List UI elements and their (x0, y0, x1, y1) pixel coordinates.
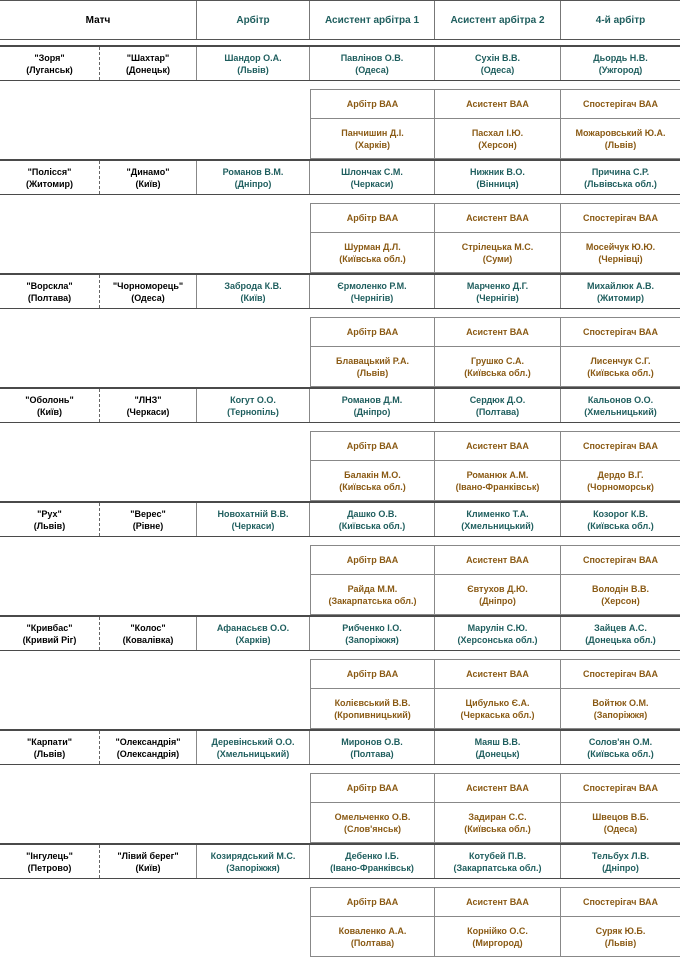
fourth-cell (561, 389, 680, 422)
var-label: Арбітр ВАА (310, 546, 435, 574)
home-team (0, 389, 100, 422)
assistant1-cell (310, 617, 435, 650)
assistant1-name: Романов Д.М. (341, 394, 403, 405)
var-cell (310, 119, 435, 158)
away-team-city: (Ковалівка) (122, 634, 174, 645)
var-city: (Київська обл.) (339, 481, 406, 492)
fourth-cell (561, 47, 680, 80)
home-team (0, 161, 100, 194)
observer-name: Мосейчук Ю.Ю. (585, 241, 656, 252)
away-team (100, 845, 197, 878)
away-team-city: (Олександрія) (116, 748, 180, 759)
header-assistant1: Асистент арбітра 1 (310, 1, 435, 39)
home-team-city: (Житомир) (25, 178, 74, 189)
var-label: Арбітр ВАА (310, 888, 435, 916)
home-team (0, 731, 100, 764)
home-team-city: (Петрово) (27, 862, 72, 873)
home-team-name: "Полісся" (27, 166, 72, 177)
var-label-row (310, 203, 680, 233)
referee-city: (Хмельницький) (216, 748, 290, 759)
fourth-cell (561, 731, 680, 764)
away-team (100, 47, 197, 80)
var-cell (310, 233, 435, 272)
var-label-row (310, 887, 680, 917)
assistant1-cell (310, 389, 435, 422)
home-team (0, 47, 100, 80)
avar-label: Асистент ВАА (435, 546, 561, 574)
observer-name: Дердо В.Г. (597, 469, 644, 480)
fourth-name: Кальонов О.О. (587, 394, 654, 405)
var-name: Блавацький Р.А. (336, 355, 409, 366)
observer-label: Спостерігач ВАА (582, 897, 659, 907)
observer-cell (561, 119, 680, 158)
avar-name: Пасхал І.Ю. (471, 127, 524, 138)
avar-city: (Миргород) (472, 937, 523, 948)
away-team (100, 389, 197, 422)
avar-name: Корнійко О.С. (467, 925, 528, 936)
assistant1-name: Рибченко І.О. (342, 622, 402, 633)
var-cell (310, 803, 435, 842)
avar-city: (Київська обл.) (464, 367, 531, 378)
var-name-row (310, 119, 680, 158)
match-block (0, 387, 680, 501)
match-row (0, 47, 680, 81)
avar-label: Асистент ВАА (435, 204, 561, 232)
away-team (100, 731, 197, 764)
fourth-city: (Київська обл.) (587, 748, 654, 759)
fourth-city: (Житомир) (596, 292, 645, 303)
assistant1-city: (Київська обл.) (338, 520, 406, 531)
observer-label: Спостерігач ВАА (582, 669, 659, 679)
away-team (100, 503, 197, 536)
assistant1-city: (Дніпро) (353, 406, 391, 417)
match-block (0, 273, 680, 387)
var-label: Арбітр ВАА (310, 432, 435, 460)
match-row (0, 731, 680, 765)
var-name-row (310, 689, 680, 728)
fourth-cell (561, 161, 680, 194)
away-team-city: (Рівне) (132, 520, 164, 531)
observer-label: Спостерігач ВАА (582, 99, 659, 109)
assistant2-name: Нижник В.О. (470, 166, 525, 177)
avar-name: Грушко С.А. (470, 355, 525, 366)
assistant2-cell (435, 617, 561, 650)
assistant1-name: Дебенко І.Б. (345, 850, 399, 861)
fourth-city: (Київська обл.) (587, 520, 654, 531)
assistant1-name: Миронов О.В. (341, 736, 403, 747)
away-team-name: "ЛНЗ" (134, 394, 162, 405)
assistant2-city: (Хмельницький) (461, 520, 534, 531)
observer-name: Швецов В.Б. (592, 811, 649, 822)
avar-cell (435, 233, 561, 272)
avar-cell (435, 689, 561, 728)
away-team-city: (Черкаси) (126, 406, 170, 417)
avar-city: (Суми) (482, 253, 513, 264)
referee-city: (Черкаси) (231, 520, 275, 531)
assistant2-name: Маяш В.В. (474, 736, 521, 747)
home-team-name: "Рух" (37, 508, 62, 519)
home-team-name: "Кривбас" (26, 622, 73, 633)
away-team-city: (Київ) (135, 862, 161, 873)
var-label-row (310, 431, 680, 461)
var-name-row (310, 917, 680, 956)
referee-cell (197, 503, 310, 536)
var-name-row (310, 347, 680, 386)
away-team-name: "Динамо" (126, 166, 170, 177)
observer-city: (Чернівці) (598, 253, 643, 264)
observer-cell (561, 461, 680, 500)
away-team-city: (Донецьк) (125, 64, 171, 75)
away-team (100, 617, 197, 650)
away-team-city: (Одеса) (131, 292, 165, 303)
var-cell (310, 347, 435, 386)
assistant2-cell (435, 161, 561, 194)
avar-city: (Черкаська обл.) (460, 709, 535, 720)
assistant2-name: Клименко Т.А. (466, 508, 529, 519)
var-name: Панчишин Д.І. (341, 127, 404, 138)
assistant1-cell (310, 47, 435, 80)
referee-city: (Дніпро) (234, 178, 272, 189)
referee-name: Романов В.М. (222, 166, 284, 177)
var-label: Арбітр ВАА (310, 204, 435, 232)
assistant1-city: (Полтава) (350, 748, 394, 759)
fourth-name: Тельбух Л.В. (591, 850, 650, 861)
assistant1-city: (Чернігів) (350, 292, 394, 303)
var-city: (Київська обл.) (339, 253, 406, 264)
away-team-name: "Олександрія" (115, 736, 181, 747)
fourth-cell (561, 845, 680, 878)
observer-city: (Чорноморськ) (587, 481, 654, 492)
home-team-city: (Кривий Ріг) (22, 634, 77, 645)
header-referee: Арбітр (197, 1, 310, 39)
fourth-name: Причина С.Р. (591, 166, 650, 177)
observer-name: Суряк Ю.Б. (595, 925, 646, 936)
fourth-city: (Дніпро) (602, 862, 639, 873)
assistant1-cell (310, 731, 435, 764)
observer-label: Спостерігач ВАА (582, 783, 659, 793)
referee-cell (197, 731, 310, 764)
observer-label: Спостерігач ВАА (582, 213, 659, 223)
away-team-city: (Київ) (135, 178, 161, 189)
assistant1-city: (Черкаси) (350, 178, 394, 189)
observer-city: (Львів) (604, 937, 637, 948)
observer-cell (561, 689, 680, 728)
avar-city: (Івано-Франківськ) (455, 481, 540, 492)
referee-cell (197, 389, 310, 422)
block-bottom-line (310, 956, 680, 957)
match-row (0, 389, 680, 423)
var-name-row (310, 233, 680, 272)
assistant2-cell (435, 275, 561, 308)
fourth-name: Дьордь Н.В. (593, 52, 648, 63)
home-team (0, 503, 100, 536)
fourth-city: (Хмельницький) (584, 406, 657, 417)
var-city: (Полтава) (350, 937, 395, 948)
var-label-row (310, 545, 680, 575)
fourth-cell (561, 617, 680, 650)
observer-city: (Львів) (604, 139, 637, 150)
var-name-row (310, 803, 680, 842)
avar-name: Цибулько Є.А. (465, 697, 530, 708)
assistant2-cell (435, 503, 561, 536)
avar-cell (435, 347, 561, 386)
match-block (0, 501, 680, 615)
assistant1-name: Павлінов О.В. (340, 52, 404, 63)
match-row (0, 845, 680, 879)
assistant1-name: Єрмоленко Р.М. (337, 280, 407, 291)
observer-city: (Херсон) (601, 595, 640, 606)
away-team (100, 161, 197, 194)
avar-label: Асистент ВАА (435, 888, 561, 916)
home-team-city: (Київ) (36, 406, 63, 417)
observer-cell (561, 233, 680, 272)
observer-cell (561, 575, 680, 614)
referee-cell (197, 617, 310, 650)
assistant2-city: (Полтава) (475, 406, 520, 417)
match-block (0, 729, 680, 843)
match-row (0, 275, 680, 309)
var-name: Шурман Д.Л. (344, 241, 401, 252)
home-team (0, 845, 100, 878)
var-city: (Львів) (356, 367, 389, 378)
var-label-row (310, 89, 680, 119)
var-label-row (310, 773, 680, 803)
fourth-city: (Донецька обл.) (585, 634, 656, 645)
home-team-name: "Інгулець" (26, 850, 73, 861)
avar-cell (435, 803, 561, 842)
away-team-name: "Верес" (130, 508, 166, 519)
var-label: Арбітр ВАА (310, 660, 435, 688)
referee-city: (Тернопіль) (227, 406, 279, 417)
home-team (0, 617, 100, 650)
var-label-row (310, 659, 680, 689)
assistant2-city: (Херсонська обл.) (457, 634, 538, 645)
fourth-name: Солов'ян О.М. (588, 736, 653, 747)
observer-cell (561, 347, 680, 386)
fourth-cell (561, 275, 680, 308)
observer-name: Войтюк О.М. (592, 697, 649, 708)
assistant2-cell (435, 731, 561, 764)
away-team-name: "Чорноморець" (112, 280, 184, 291)
assistant1-cell (310, 275, 435, 308)
referee-cell (197, 845, 310, 878)
avar-name: Романюк А.М. (466, 469, 529, 480)
var-cell (310, 461, 435, 500)
avar-name: Євтухов Д.Ю. (467, 583, 528, 594)
var-name: Колієвський В.В. (334, 697, 411, 708)
observer-cell (561, 917, 680, 956)
avar-cell (435, 119, 561, 158)
match-block (0, 615, 680, 729)
avar-cell (435, 917, 561, 956)
assistant1-cell (310, 161, 435, 194)
avar-label: Асистент ВАА (435, 660, 561, 688)
assistant1-city: (Івано-Франківськ) (330, 862, 414, 873)
assistant2-cell (435, 845, 561, 878)
observer-cell (561, 803, 680, 842)
home-team-city: (Львів) (33, 748, 66, 759)
avar-name: Стрілецька М.С. (461, 241, 534, 252)
referee-name: Козирядський М.С. (210, 850, 296, 861)
header-match: Матч (0, 1, 197, 39)
assistant1-city: (Запоріжжя) (345, 634, 399, 645)
assistant2-name: Котубей П.В. (469, 850, 526, 861)
var-name: Балакін М.О. (344, 469, 401, 480)
fourth-cell (561, 503, 680, 536)
away-team-name: "Лівий берег" (117, 850, 179, 861)
referee-city: (Київ) (240, 292, 266, 303)
assistant2-name: Марулін С.Ю. (467, 622, 528, 633)
assistant2-city: (Донецьк) (475, 748, 520, 759)
referee-name: Деревінський О.О. (211, 736, 295, 747)
referee-name: Афанасьєв О.О. (216, 622, 290, 633)
match-block (0, 843, 680, 957)
avar-cell (435, 461, 561, 500)
fourth-name: Зайцев А.С. (594, 622, 647, 633)
avar-label: Асистент ВАА (435, 90, 561, 118)
observer-name: Володін В.В. (592, 583, 649, 594)
var-label-row (310, 317, 680, 347)
home-team-name: "Карпати" (26, 736, 73, 747)
avar-city: (Херсон) (478, 139, 517, 150)
observer-label: Спостерігач ВАА (582, 555, 659, 565)
home-team-city: (Луганськ) (26, 64, 73, 75)
var-cell (310, 575, 435, 614)
assistant1-name: Дашко О.В. (347, 508, 397, 519)
referee-city: (Львів) (237, 64, 269, 75)
away-team-name: "Шахтар" (126, 52, 170, 63)
var-cell (310, 689, 435, 728)
header-assistant2: Асистент арбітра 2 (435, 1, 561, 39)
table-header (0, 0, 680, 40)
var-name: Омельченко О.В. (334, 811, 411, 822)
avar-cell (435, 575, 561, 614)
home-team-name: "Ворскла" (26, 280, 73, 291)
assistant2-cell (435, 47, 561, 80)
assistant2-cell (435, 389, 561, 422)
referee-city: (Харків) (235, 634, 271, 645)
avar-label: Асистент ВАА (435, 432, 561, 460)
away-team (100, 275, 197, 308)
home-team-city: (Львів) (33, 520, 66, 531)
fourth-name: Михайлюк А.В. (587, 280, 654, 291)
referee-name: Шандор О.А. (224, 52, 282, 63)
match-row (0, 161, 680, 195)
assistant2-city: (Одеса) (480, 64, 515, 75)
observer-name: Можаровський Ю.А. (575, 127, 666, 138)
referee-name: Когут О.О. (230, 394, 276, 405)
var-label: Арбітр ВАА (310, 774, 435, 802)
referee-cell (197, 47, 310, 80)
assistant2-city: (Чернігів) (476, 292, 519, 303)
fourth-name: Козорог К.В. (593, 508, 648, 519)
var-city: (Закарпатська обл.) (328, 595, 417, 606)
var-city: (Кропивницький) (334, 709, 411, 720)
var-name: Райда М.М. (347, 583, 398, 594)
var-city: (Харків) (354, 139, 391, 150)
referee-name: Новохатній В.В. (217, 508, 289, 519)
observer-city: (Київська обл.) (587, 367, 654, 378)
home-team-city: (Полтава) (27, 292, 72, 303)
match-row (0, 617, 680, 651)
avar-label: Асистент ВАА (435, 774, 561, 802)
avar-label: Асистент ВАА (435, 318, 561, 346)
var-name: Коваленко А.А. (338, 925, 407, 936)
away-team-name: "Колос" (130, 622, 166, 633)
assistant1-name: Шлончак С.М. (341, 166, 403, 177)
assistant1-city: (Одеса) (355, 64, 389, 75)
var-name-row (310, 461, 680, 500)
observer-city: (Одеса) (603, 823, 638, 834)
assistant2-city: (Закарпатська обл.) (453, 862, 542, 873)
avar-city: (Київська обл.) (464, 823, 531, 834)
assistant2-name: Сердюк Д.О. (469, 394, 526, 405)
avar-name: Задиран С.С. (468, 811, 527, 822)
avar-city: (Дніпро) (479, 595, 516, 606)
observer-city: (Запоріжжя) (593, 709, 648, 720)
assistant2-city: (Вінниця) (476, 178, 519, 189)
var-city: (Слов'янськ) (344, 823, 401, 834)
var-label: Арбітр ВАА (310, 90, 435, 118)
match-block (0, 159, 680, 273)
referee-city: (Запоріжжя) (226, 862, 280, 873)
home-team-name: "Зоря" (34, 52, 65, 63)
header-fourth: 4-й арбітр (595, 14, 646, 26)
referee-name: Заброда К.В. (224, 280, 282, 291)
assistant2-name: Марченко Д.Г. (466, 280, 529, 291)
assistant1-cell (310, 503, 435, 536)
home-team-name: "Оболонь" (25, 394, 74, 405)
match-row (0, 503, 680, 537)
assistant2-name: Сухін В.В. (474, 52, 521, 63)
fourth-city: (Ужгород) (598, 64, 643, 75)
assistant1-cell (310, 845, 435, 878)
fourth-city: (Львівська обл.) (584, 178, 657, 189)
observer-label: Спостерігач ВАА (582, 327, 659, 337)
observer-label: Спостерігач ВАА (582, 441, 659, 451)
var-cell (310, 917, 435, 956)
var-name-row (310, 575, 680, 614)
match-block (0, 45, 680, 159)
observer-name: Лисенчук С.Г. (590, 355, 651, 366)
referee-cell (197, 275, 310, 308)
var-label: Арбітр ВАА (310, 318, 435, 346)
referee-cell (197, 161, 310, 194)
home-team (0, 275, 100, 308)
